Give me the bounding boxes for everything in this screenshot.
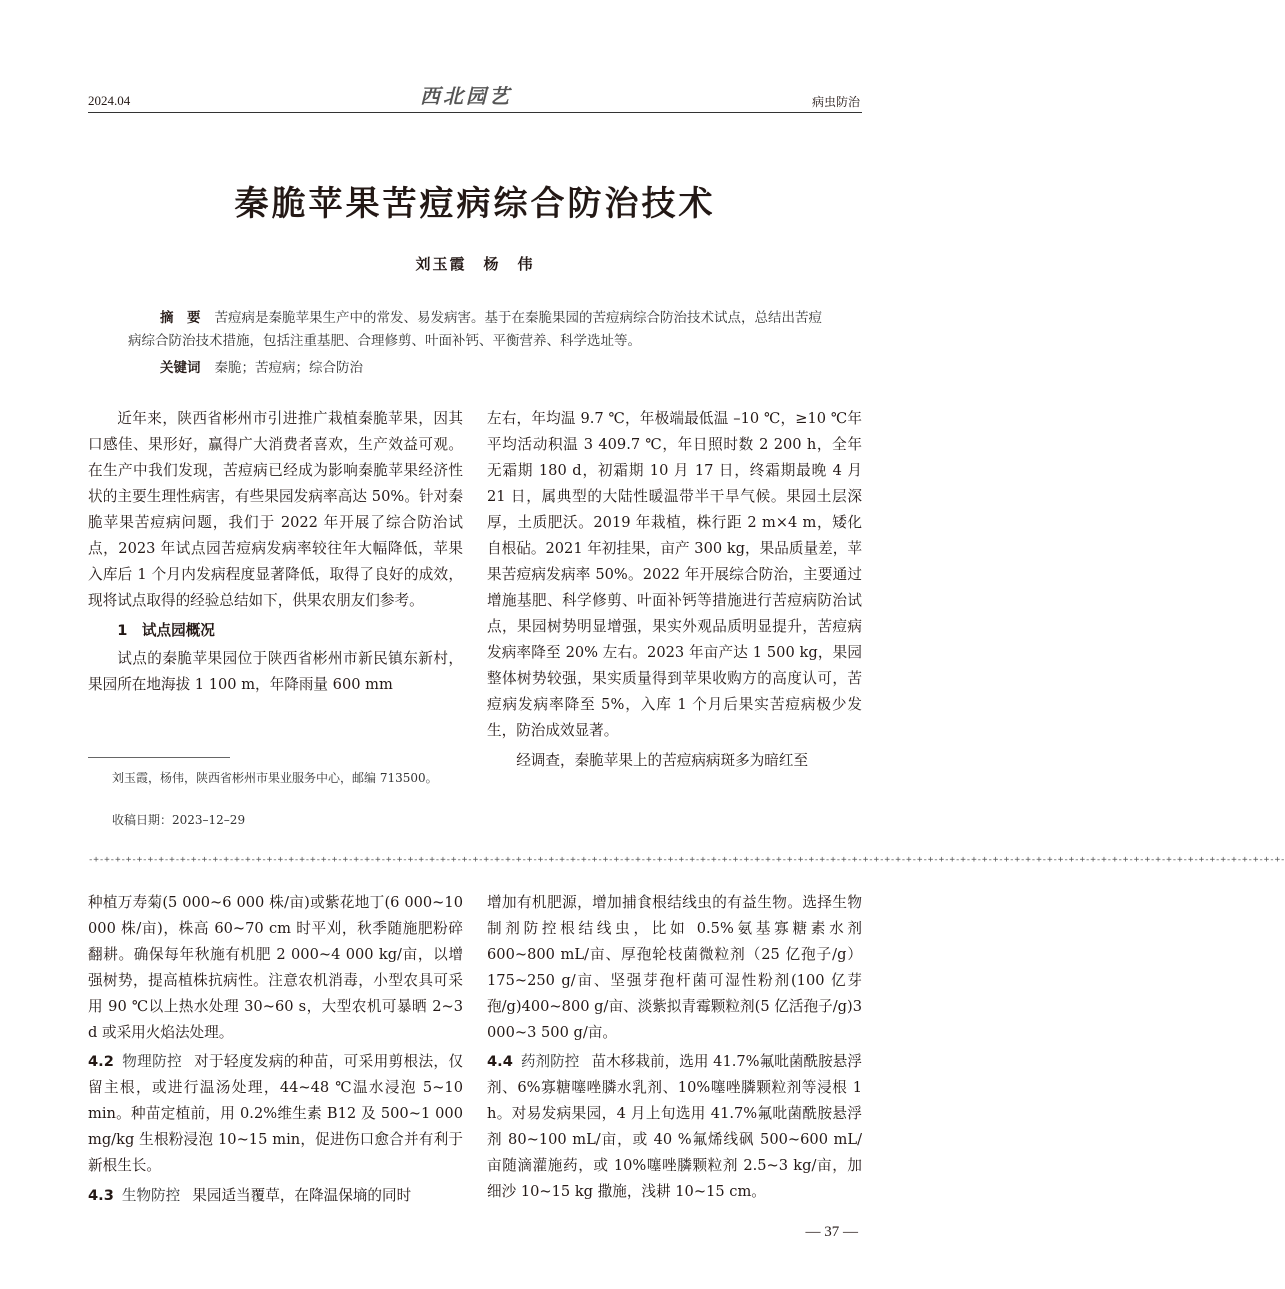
section-4-3-text: 果园适当覆草，在降温保墒的同时	[192, 1187, 412, 1204]
page-number: — 37 —	[805, 1224, 858, 1240]
section-4-2-text: 对于轻度发病的种苗，可采用剪根法，仅留主根，或进行温汤处理，44~48 ℃温水浸泡 5~10 min。种苗定植前，用 0.2%维生素 B12 及 500~1 000 mg/kg 生根粉浸泡 10~15 min，促进伤口愈合并有利于新根生长。	[88, 1053, 463, 1174]
journal-logo: 西北园艺	[420, 84, 512, 108]
climate-paragraph: 左右，年均温 9.7 ℃，年极端最低温 –10 ℃，≥10 ℃年平均活动积温 3 409.7 ℃，年日照时数 2 200 h，全年无霜期 180 d，初霜期 10 月 17 日，终霜期最晚 4 月 21 日，属典型的大陆性暖温带半干旱气候。果园土层深厚，土质肥沃。2019 年栽植，株行距 2 m×4 m，矮化自根砧。2021 年初挂果，亩产 300 kg，果品质量差，苹果苦痘病发病率 50%。2022 年开展综合防治，主要通过增施基肥、科学修剪、叶面补钙等措施进行苦痘病防治试点，果园树势明显增强，果实外观品质明显提升，苦痘病发病率降至 20% 左右。2023 年亩产达 1 500 kg，果园整体树势较强，果实质量得到苹果收购方的高度认可，苦痘病发病率降至 5%，入库 1 个月后果实苦痘病极少发生，防治成效显著。	[487, 410, 862, 739]
abstract-text: 苦痘病是秦脆苹果生产中的常发、易发病害。基于在秦脆果园的苦痘病综合防治技术试点，总结出苦痘病综合防治技术措施，包括注重基肥、合理修剪、叶面补钙、平衡营养、科学选址等。	[128, 310, 822, 349]
issue-date: 2024.04	[88, 93, 131, 108]
article-title: 秦脆苹果苦痘病综合防治技术	[234, 184, 716, 224]
keywords	[160, 357, 820, 380]
footnote-rule	[88, 757, 230, 758]
lower-right-column	[487, 890, 862, 1205]
intro-paragraph: 近年来，陕西省彬州市引进推广栽植秦脆苹果，因其口感佳、果形好，赢得广大消费者喜欢，生产效益可观。在生产中我们发现，苦痘病已经成为影响秦脆苹果经济性状的主要生理性病害，有些果园发病率高达 50%。针对秦脆苹果苦痘病问题，我们于 2022 年开展了综合防治试点，2023 年试点园苦痘病发病率较往年大幅降低，苹果入库后 1 个月内发病程度显著降低，取得了良好的成效，现将试点取得的经验总结如下，供果农朋友们参考。	[88, 410, 463, 609]
section-4-2	[88, 1049, 463, 1179]
footnote-author: 刘玉霞，杨伟，陕西省彬州市果业服务中心，邮编 713500。	[112, 771, 438, 785]
section-4-4	[487, 1049, 862, 1205]
keywords-text: 秦脆；苦痘病；综合防治	[214, 360, 363, 376]
section-label: 病虫防治	[811, 95, 860, 109]
upper-right-column	[487, 406, 862, 774]
section-1-heading: 1 试点园概况	[117, 622, 215, 639]
biocontrol-paragraph: 增加有机肥源，增加捕食根结线虫的有益生物。选择生物制剂防控根结线虫，比如 0.5%氨基寡糖素水剂 600~800 mL/亩、厚孢轮枝菌微粒剂（25 亿孢子/g）175~250 g/亩、坚强芽孢杆菌可湿性粉剂(100 亿芽孢/g)400~800 g/亩、淡紫拟青霉颗粒剂(5 亿活孢子/g)3 000~3 500 g/亩。	[487, 894, 862, 1041]
page-divider: -+-+-+-+-+-+-+-+-+-+-+-+-+-+-+-+-+-+-+-+-+-+-+-+-+-+-+-+-+-+-+-+-+-+-+-+-+-+-+-+-+-+-+-+-+-+-+-+-+-+-+-+-+-+-+-+-+-+-+-+-+-+-+-+-+-+-+-+-+-+-+-+-+-+-+-+-+-+-+-+-+-+-+-+-+-+-+-+-+-+-+-+-+-+-+-+-+-+-+-+-+-+-+-+-+-+-+-+-+-+-	[88, 855, 1285, 865]
section-4-3-number: 4.3	[88, 1187, 114, 1204]
cultivation-paragraph: 种植万寿菊(5 000~6 000 株/亩)或紫花地丁(6 000~10 000 株/亩)，株高 60~70 cm 时平刈，秋季随施肥粉碎翻耕。确保每年秋施有机肥 2 000~4 000 kg/亩，以增强树势，提高植株抗病性。注意农机消毒，小型农具可采用 90 ℃以上热水处理 30~60 s，大型农机可暴晒 2~3 d 或采用火焰法处理。	[88, 894, 463, 1041]
section-4-3-title: 生物防控	[121, 1187, 181, 1204]
upper-left-column	[88, 406, 463, 698]
authors: 刘玉霞 杨 伟	[415, 255, 535, 273]
section-4-4-text: 苗木移栽前，选用 41.7%氟吡菌酰胺悬浮剂、6%寡糖噻唑膦水乳剂、10%噻唑膦颗粒剂等浸根 1 h。对易发病果园，4 月上旬选用 41.7%氟吡菌酰胺悬浮剂 80~100 mL/亩，或 40 %氟烯线砜 500~600 mL/亩随滴灌施药，或 10%噻唑膦颗粒剂 2.5~3 kg/亩，加细沙 10~15 kg 撒施，浅耕 10~15 cm。	[487, 1053, 862, 1200]
section-4-3	[88, 1183, 463, 1209]
abstract	[128, 307, 828, 353]
lower-left-column	[88, 890, 463, 1209]
section-4-2-number: 4.2	[88, 1053, 114, 1070]
header-rule	[88, 112, 862, 113]
abstract-label: 摘 要	[160, 310, 201, 326]
footnote-received: 收稿日期：2023–12–29	[112, 813, 246, 827]
keywords-label: 关键词	[160, 360, 201, 376]
section-4-2-title: 物理防控	[121, 1053, 183, 1070]
section-4-4-number: 4.4	[487, 1053, 513, 1070]
section-4-4-title: 药剂防控	[520, 1053, 580, 1070]
survey-paragraph: 经调查，秦脆苹果上的苦痘病病斑多为暗红至	[516, 752, 809, 769]
site-paragraph: 试点的秦脆苹果园位于陕西省彬州市新民镇东新村，果园所在地海拔 1 100 m，年降雨量 600 mm	[88, 650, 463, 693]
